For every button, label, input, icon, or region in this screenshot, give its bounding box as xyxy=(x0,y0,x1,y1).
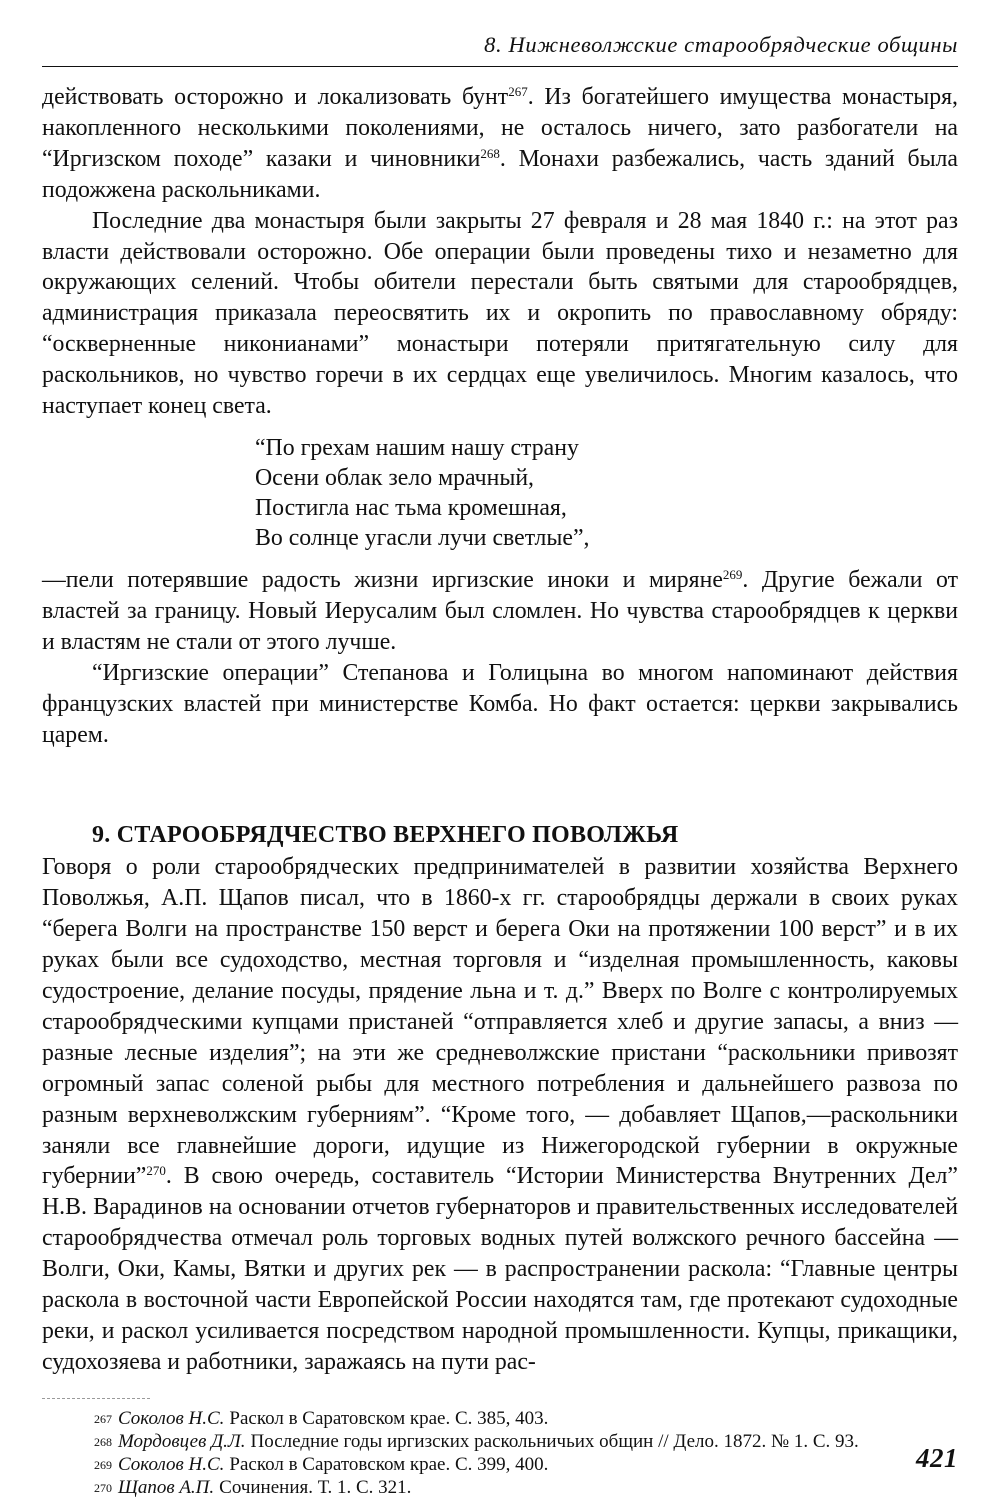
footnote-separator xyxy=(42,1398,150,1399)
verse-line: Постигла нас тьма кромешная, xyxy=(255,494,567,521)
paragraph-text: . Из богатейшего имущества монастыря, накопленного несколькими поколениями, не осталось ничего, зато разбогатели на “Иргизском походе” казаки и чиновники xyxy=(42,84,958,172)
footnote-author: Щапов А.П. xyxy=(118,1476,215,1498)
running-header: 8. Нижневолжские старообрядческие общины xyxy=(484,32,958,57)
page-number: 421 xyxy=(916,1443,958,1473)
footnote-number: 269 xyxy=(94,1457,112,1472)
footnote-number: 267 xyxy=(94,1411,112,1426)
verse-line: Осени облак зело мрачный, xyxy=(255,464,535,491)
footnote-author: Соколов Н.С. xyxy=(118,1407,225,1429)
verse-line: Во солнце угасли лучи светлые”, xyxy=(255,524,590,551)
footnote-ref[interactable]: 268 xyxy=(480,145,500,161)
footnote xyxy=(94,1476,958,1499)
section-heading: 9. СТАРООБРЯДЧЕСТВО ВЕРХНЕГО ПОВОЛЖЬЯ xyxy=(92,822,679,849)
footnote xyxy=(94,1430,958,1453)
paragraph-3 xyxy=(42,565,958,658)
footnote-text: Раскол в Саратовском крае. С. 385, 403. xyxy=(229,1407,549,1429)
footnote-ref[interactable]: 270 xyxy=(146,1163,166,1179)
verse-quote xyxy=(255,433,958,553)
footnote-ref[interactable]: 267 xyxy=(508,84,528,99)
footnote-number: 268 xyxy=(94,1434,112,1449)
footnote-number: 270 xyxy=(94,1480,112,1495)
paragraph-text: Говоря о роли старообрядческих предпринимателей в развитии хозяйства Верхнего Поволжья, А.П. Щапов писал, что в 1860-х гг. старообрядцы держали в своих руках “берега Волги на пространстве 150 верст и берега Оки на протяжении 100 верст” и в их руках были все судоходство, местная торговля и “изделная промышленность, каковы судостроение, делание посуды, прядение льна и т. д.” Вверх по Волге с контролируемых старообрядческими купцами пристаней “отправляется хлеб и другие запасы, а вниз — разные лесные изделия”; на эти же средневолжские пристани “раскольники привозят огромный запас соленой рыбы для местного потребления и дальнейшего развоза по разным верхневолжским губерниям”. “Кроме того, — добавляет Щапов,—раскольники заняли все главнейшие дороги, идущие из Нижегородской губернии в окружные губернии” xyxy=(42,854,958,1190)
footnote-text: Раскол в Саратовском крае. С. 399, 400. xyxy=(229,1453,549,1475)
page-content xyxy=(42,28,958,1499)
main-text xyxy=(42,82,958,1378)
footnote-author: Мордовцев Д.Л. xyxy=(118,1430,246,1452)
paragraph-text: —пели потерявшие радость жизни иргизские иноки и миряне xyxy=(42,566,723,593)
section-paragraph xyxy=(42,852,958,1377)
paragraph-4: “Иргизские операции” Степанова и Голицына во многом напоминают действия французских властей при министерстве Комба. Но факт остается: церкви закрывались царем. xyxy=(42,659,958,748)
footnote xyxy=(94,1407,958,1430)
footnote-author: Соколов Н.С. xyxy=(118,1453,225,1475)
paragraph-text: . Другие бежали от властей за границу. Новый Иерусалим был сломлен. Но чувства старообрядцев к церкви и властям не стали от этого лучше. xyxy=(42,566,959,655)
footnote-text: Сочинения. Т. 1. С. 321. xyxy=(219,1476,412,1498)
paragraph-text: . В свою очередь, составитель “Истории Министерства Внутренних Дел” Н.В. Варадинов на основании отчетов губернаторов и правительственных исследователей старообрядчества отмечал роль торговых водных путей волжского речного бассейна — Волги, Оки, Камы, Вятки и других рек — в распространении раскола: “Главные центры раскола в восточной части Европейской России находятся там, где протекают судоходные реки, и раскол усиливается посредством народной промышленности. Купцы, прикащики, судохозяева и работники, заражаясь на пути рас- xyxy=(42,1163,958,1375)
verse-line: “По грехам нашим нашу страну xyxy=(255,434,579,461)
footnote-ref[interactable]: 269 xyxy=(722,566,743,582)
footnotes xyxy=(94,1407,958,1499)
header-rule xyxy=(42,66,958,67)
paragraph-text: . Монахи разбежались, часть зданий была подожжена раскольниками. xyxy=(42,145,958,203)
paragraph-1 xyxy=(42,82,958,206)
footnote xyxy=(94,1453,958,1476)
footnote-text: Последние годы иргизских раскольничьих общин // Дело. 1872. № 1. С. 93. xyxy=(250,1430,859,1452)
paragraph-text: действовать осторожно и локализовать бунт xyxy=(42,84,509,110)
paragraph-2: Последние два монастыря были закрыты 27 февраля и 28 мая 1840 г.: на этот раз власти действовали осторожно. Обе операции были проведены тихо и незаметно для окружающих селений. Чтобы обители перестали быть святыми для старообрядцев, администрация приказала переосвятить их и окропить по православному обряду: “оскверненные никонианами” монастыри потеряли притягательную силу для раскольников, но чувство горечи в их сердцах еще увеличилось. Многим казалось, что наступает конец света. xyxy=(42,207,958,420)
